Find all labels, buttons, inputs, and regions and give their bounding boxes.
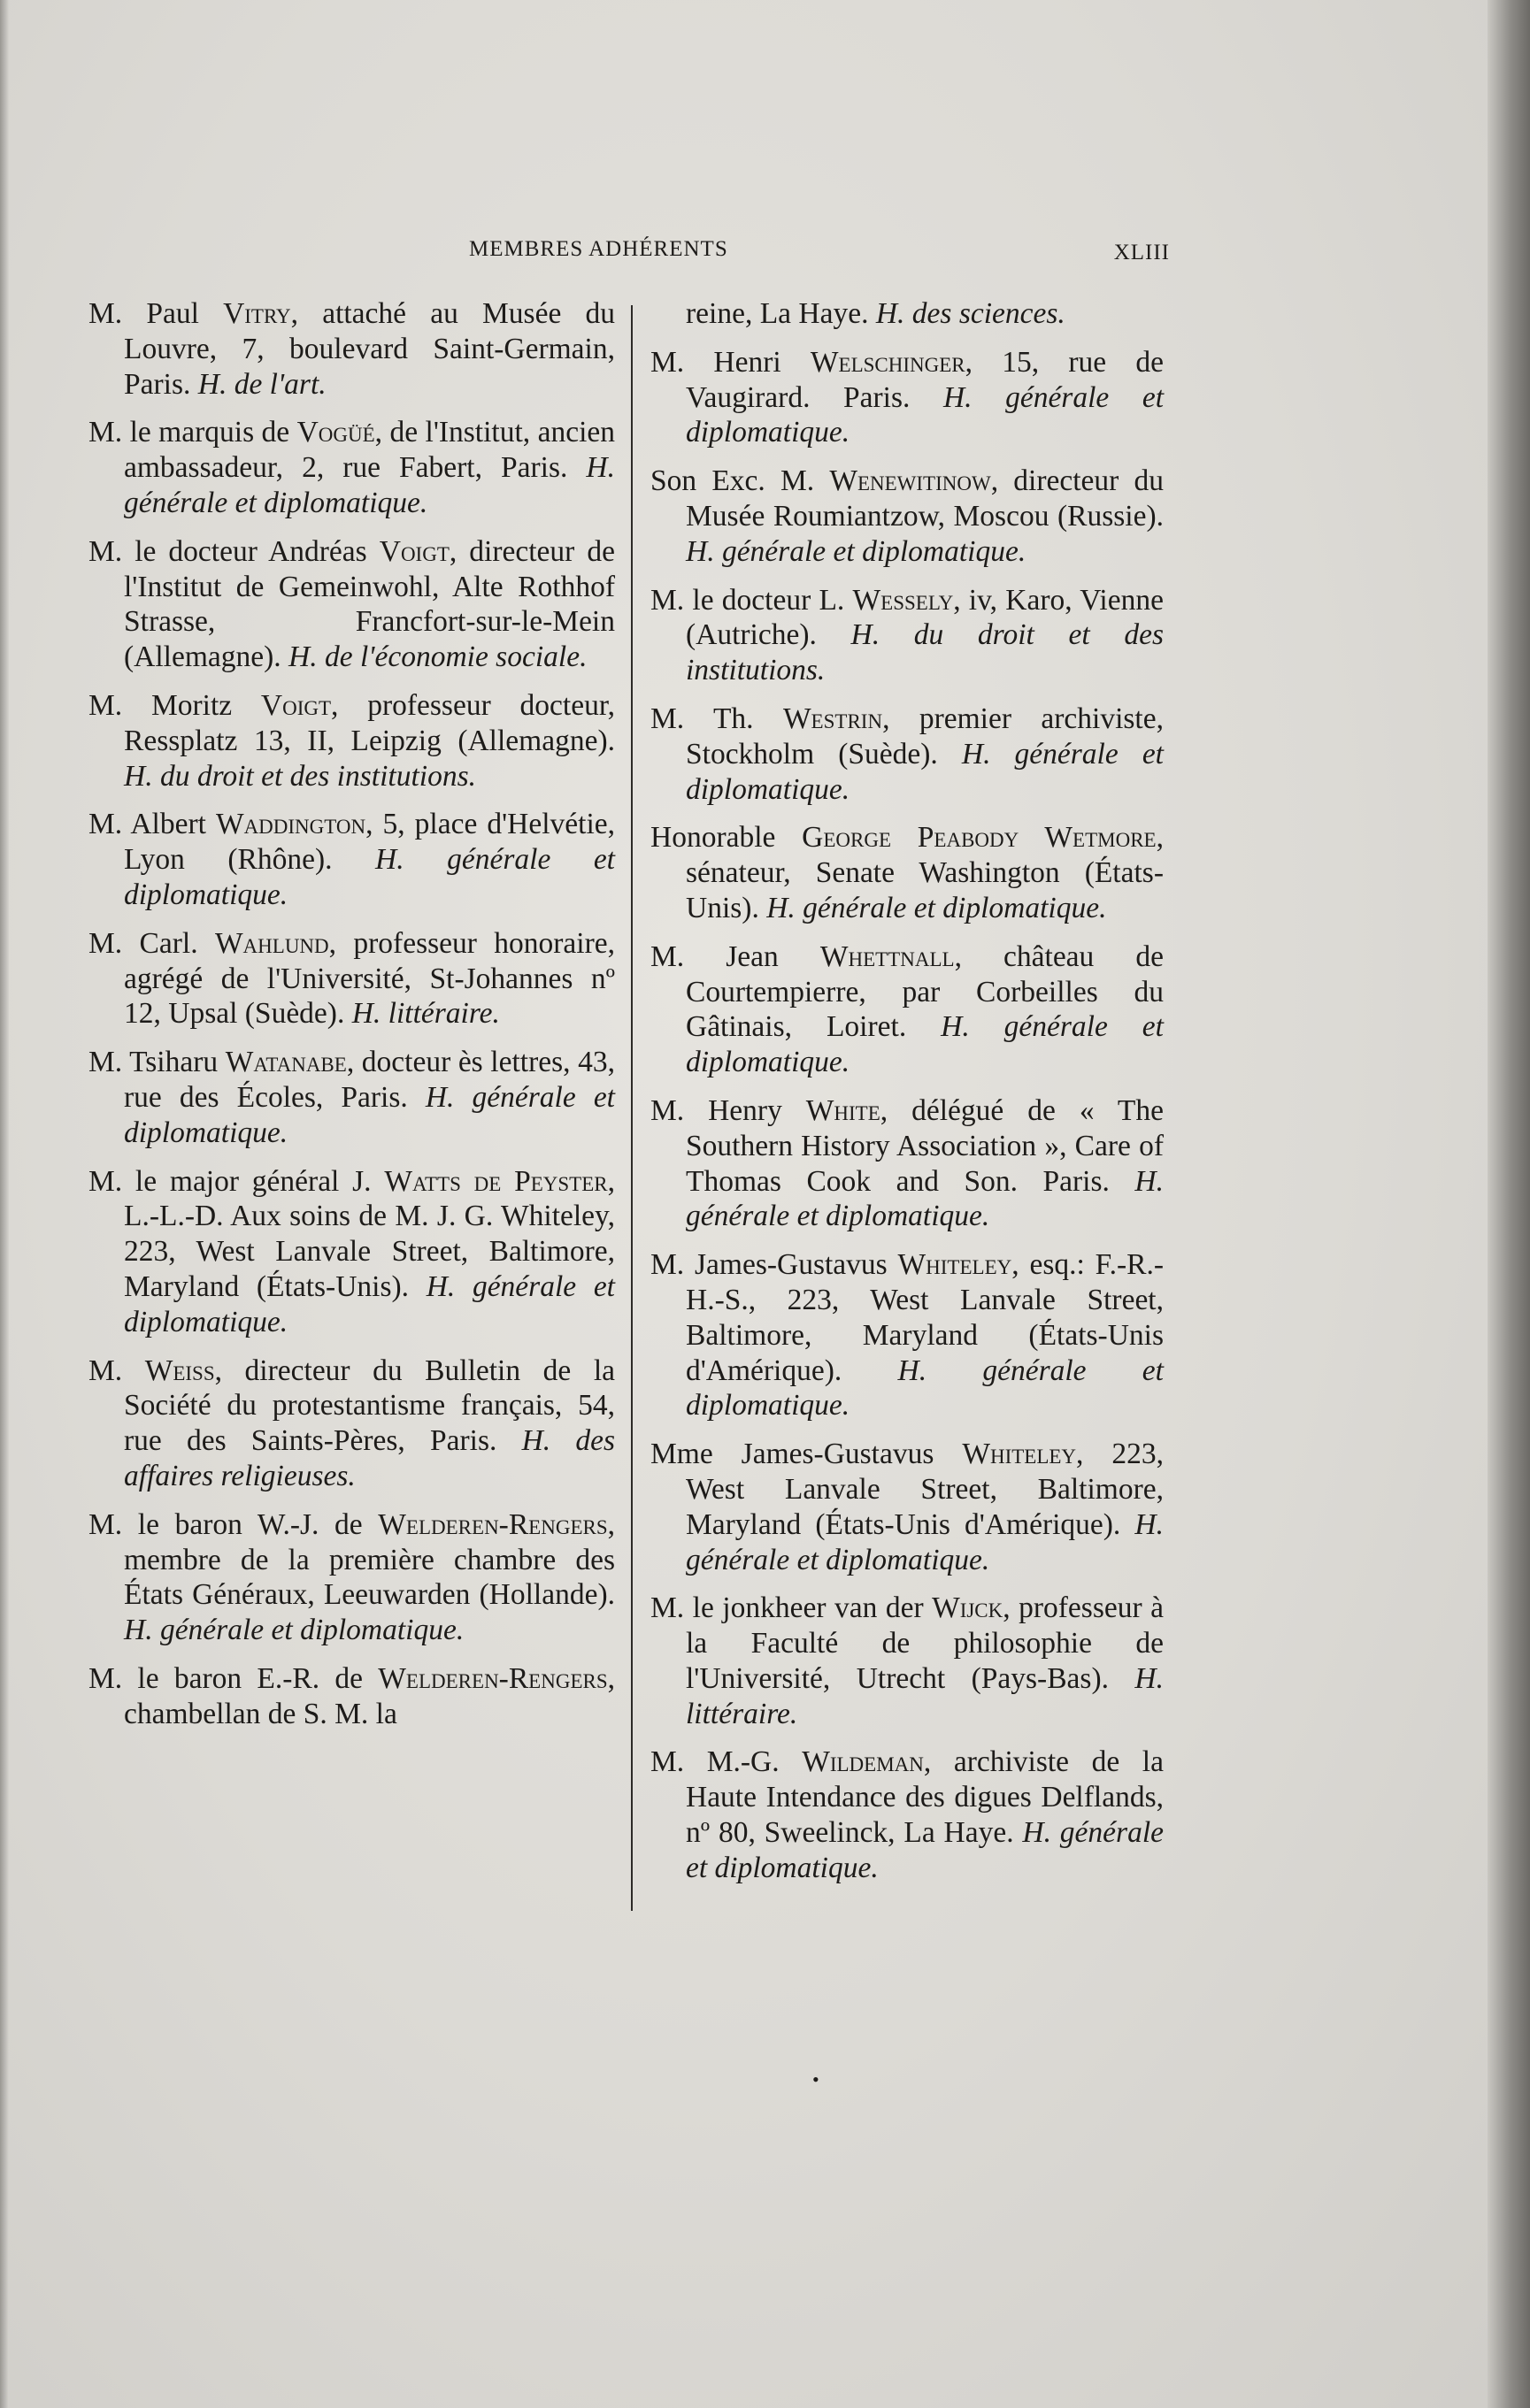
member-name: Wildeman (802, 1745, 924, 1779)
member-prefix: M. le major général J. (88, 1164, 385, 1198)
member-section: H. des affaires religieuses. (124, 1424, 615, 1492)
member-details: , attaché au Musée du Louvre, 7, boulevard Saint-Germain, Paris. (124, 297, 615, 401)
member-name: Voigt (260, 688, 332, 722)
member-name: Whiteley (962, 1438, 1077, 1471)
member-name: Watts de Peyster (384, 1164, 608, 1198)
running-title: MEMBRES ADHÉRENTS (469, 237, 728, 261)
member-details: , directeur de l'Institut de Gemeinwohl, Alte Rothhof Strasse, Francfort-sur-le-Mein (Allemagne). (124, 534, 615, 674)
member-entry (88, 534, 615, 675)
member-section: H. générale et diplomatique. (124, 1614, 465, 1647)
member-name: Waddington (215, 808, 366, 841)
member-entry (650, 702, 1164, 807)
member-section: H. générale et diplomatique. (124, 1080, 615, 1149)
left-column (88, 296, 615, 1745)
member-section: H. de l'art. (197, 367, 327, 401)
member-section: H. du droit et des institutions. (686, 618, 1164, 687)
member-prefix: M. (88, 1354, 145, 1387)
member-entry (650, 1745, 1164, 1885)
member-prefix: M. Albert (88, 808, 216, 841)
member-details: , directeur du Musée Roumiantzow, Moscou (Russie). (686, 464, 1164, 533)
member-section: H. générale et diplomatique. (686, 534, 1026, 568)
member-entry (650, 296, 1164, 332)
member-entry (88, 1507, 615, 1648)
member-details: , L.-L.-D. Aux soins de M. J. G. Whiteley, 223, West Lanvale Street, Baltimore, Maryland (États-Unis). (124, 1164, 615, 1303)
member-details: , esq.: F.-R.-H.-S., 223, West Lanvale Street, Baltimore, Maryland (États-Unis d'Amérique). (686, 1248, 1164, 1387)
member-entry (88, 807, 615, 912)
member-details: , 223, West Lanvale Street, Baltimore, Maryland (États-Unis d'Amérique). (686, 1438, 1164, 1541)
member-prefix: Son Exc. M. (650, 464, 830, 498)
member-prefix: M. Henri (650, 345, 811, 379)
column-divider (631, 305, 633, 1911)
member-name: Welderen-Rengers (378, 1507, 608, 1541)
member-section: H. générale et diplomatique. (124, 451, 615, 519)
page-end-marker: • (812, 2068, 819, 2090)
member-name: Westrin (782, 702, 883, 735)
member-details: , chambellan de S. M. la (124, 1661, 615, 1730)
member-name: Watanabe (225, 1046, 347, 1079)
member-details: , professeur docteur, Ressplatz 13, II, Leipzig (Allemagne). (124, 688, 616, 757)
member-section: H. générale et diplomatique. (686, 737, 1164, 806)
member-prefix: M. Jean (650, 939, 820, 973)
member-details: , sénateur, Senate Washington (États-Unis). (686, 821, 1164, 924)
member-name: Vitry (223, 297, 291, 330)
member-section: H. de l'économie sociale. (288, 640, 588, 674)
member-section: H. générale et diplomatique. (686, 1507, 1164, 1576)
member-section: H. littéraire. (351, 997, 500, 1031)
member-section: H. générale et diplomatique. (686, 1164, 1164, 1233)
member-entry (650, 464, 1164, 569)
member-section: H. générale et diplomatique. (686, 1010, 1164, 1079)
member-details: , directeur du Bulletin de la Société du protestantisme français, 54, rue des Saints-Pères, Paris. (124, 1354, 615, 1458)
member-details: , château de Courtempierre, par Corbeilles du Gâtinais, Loiret. (686, 939, 1165, 1044)
member-section: H. des sciences. (875, 297, 1065, 330)
member-name: Welderen-Rengers (378, 1661, 608, 1695)
member-details: , professeur à la Faculté de philosophie de l'Université, Utrecht (Pays-Bas). (686, 1591, 1164, 1695)
member-prefix: M. le baron W.-J. de (88, 1507, 379, 1541)
member-prefix: M. le jonkheer van der (650, 1591, 933, 1625)
member-details: , membre de la première chambre des États Généraux, Leeuwarden (Hollande). (124, 1507, 615, 1612)
member-entry (650, 583, 1164, 688)
member-details: , de l'Institut, ancien ambassadeur, 2, rue Fabert, Paris. (124, 416, 615, 485)
member-name: Weiss (144, 1354, 215, 1387)
member-name: Wenewitinow (829, 464, 991, 498)
member-prefix: M. Paul (88, 297, 224, 330)
member-details: , archiviste de la Haute Intendance des digues Delflands, nº 80, Sweelinck, La Haye. (686, 1745, 1164, 1850)
member-details: reine, La Haye. (686, 297, 876, 330)
member-name: White (805, 1093, 880, 1127)
member-entry (650, 939, 1164, 1080)
member-prefix: M. le baron E.-R. de (88, 1661, 379, 1695)
member-details: , premier archiviste, Stockholm (Suède). (686, 702, 1164, 771)
member-prefix: M. le docteur Andréas (88, 534, 380, 568)
member-prefix: M. le docteur L. (650, 583, 853, 617)
member-name: Wahlund (214, 926, 329, 960)
member-prefix: M. Tsiharu (88, 1046, 226, 1079)
member-entry (88, 415, 615, 520)
member-entry (650, 1591, 1164, 1731)
member-details: , docteur ès lettres, 43, rue des Écoles, Paris. (124, 1046, 615, 1114)
member-section: H. littéraire. (686, 1661, 1164, 1730)
member-section: H. générale et diplomatique. (686, 1816, 1164, 1884)
member-section: H. générale et diplomatique. (124, 1269, 615, 1338)
member-entry (650, 1437, 1164, 1577)
member-entry (88, 1164, 615, 1340)
member-prefix: M. Moritz (88, 688, 261, 722)
member-entry (88, 1045, 615, 1150)
member-prefix: M. Th. (650, 702, 783, 735)
member-name: Voigt (379, 534, 450, 568)
member-details: , iv, Karo, Vienne (Autriche). (686, 583, 1164, 652)
member-prefix: Mme James-Gustavus (650, 1438, 963, 1471)
member-entry (650, 1093, 1164, 1234)
member-prefix: M. M.-G. (650, 1745, 803, 1779)
member-prefix: M. James-Gustavus (650, 1248, 898, 1282)
member-details: , délégué de « The Southern History Association », Care of Thomas Cook and Son. Paris. (686, 1093, 1164, 1198)
member-prefix: M. le marquis de (88, 416, 297, 449)
member-section: H. générale et diplomatique. (686, 380, 1164, 449)
member-section: H. générale et diplomatique. (766, 891, 1107, 924)
member-entry (650, 820, 1164, 925)
member-prefix: M. Henry (650, 1093, 806, 1127)
member-name: Welschinger (810, 345, 965, 379)
member-entry (88, 296, 615, 402)
page-number: XLIII (1113, 241, 1170, 265)
member-entry (88, 688, 615, 794)
member-name: Wessely (852, 583, 954, 617)
member-prefix: Honorable (650, 821, 803, 855)
member-name: Wijck (932, 1591, 1003, 1625)
member-section: H. générale et diplomatique. (124, 843, 615, 911)
member-name: Whettnall (819, 939, 955, 973)
member-entry (88, 1354, 615, 1494)
member-section: H. du droit et des institutions. (124, 759, 476, 793)
member-entry (88, 926, 615, 1031)
member-name: Whiteley (897, 1248, 1012, 1282)
page-left-edge (0, 0, 9, 2408)
page-right-edge (1488, 0, 1530, 2408)
member-details: , 5, place d'Helvétie, Lyon (Rhône). (124, 808, 616, 877)
member-details: , professeur honoraire, agrégé de l'Université, St-Johannes nº 12, Upsal (Suède). (124, 926, 616, 1031)
member-name: George Peabody Wetmore (802, 821, 1157, 855)
member-entry (88, 1661, 615, 1732)
member-entry (650, 1247, 1164, 1423)
member-prefix: M. Carl. (88, 926, 215, 960)
member-section: H. générale et diplomatique. (686, 1354, 1164, 1423)
right-column (650, 296, 1164, 1899)
member-name: Vogüé (296, 416, 375, 449)
member-details: , 15, rue de Vaugirard. Paris. (686, 345, 1164, 414)
member-entry (650, 345, 1164, 450)
